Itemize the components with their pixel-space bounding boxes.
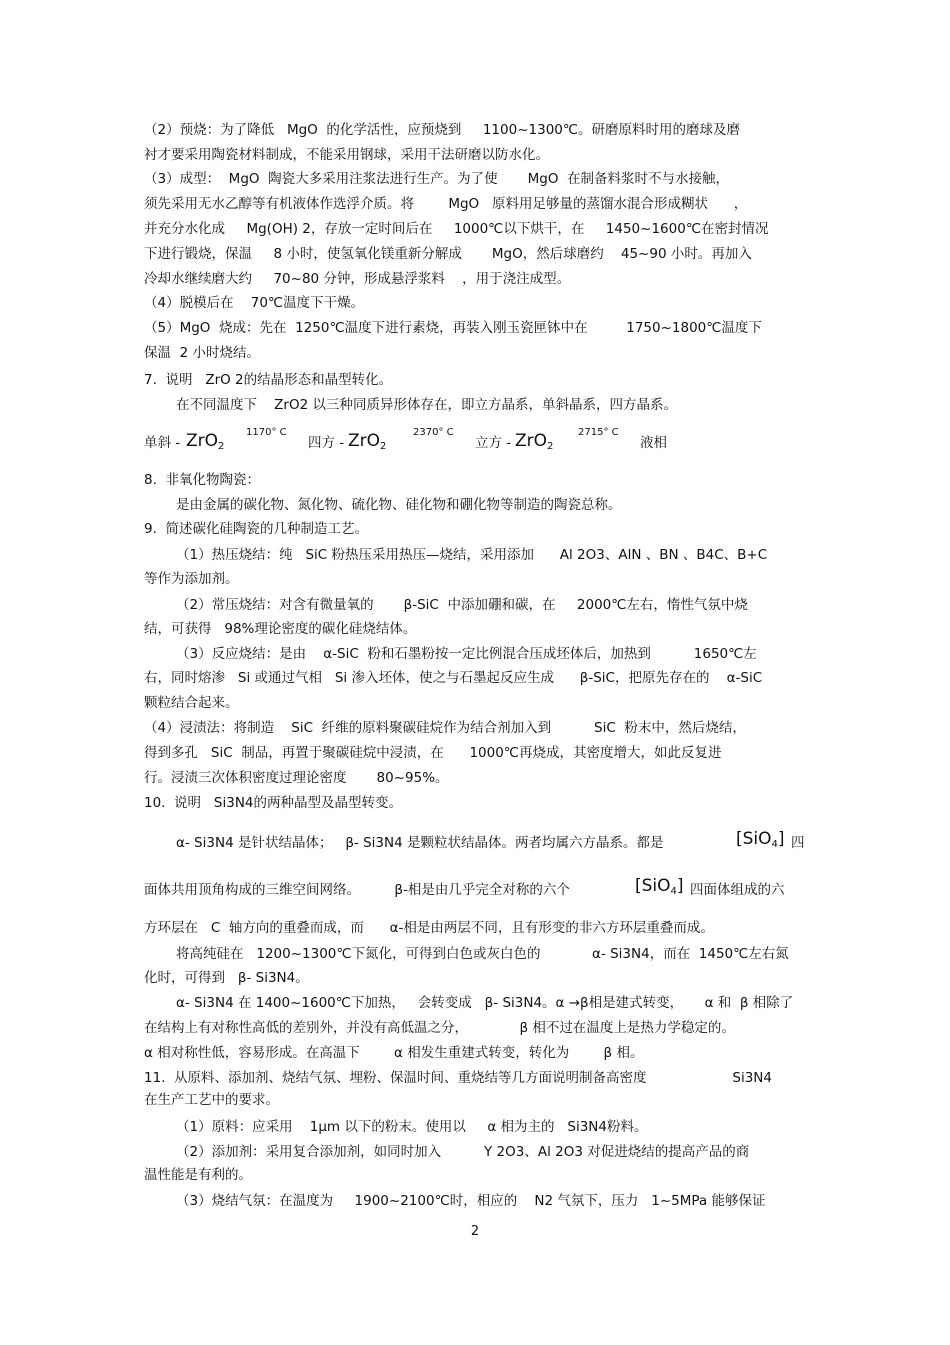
phase-label-tetragonal: 四方 - <box>308 435 345 451</box>
text-line: α- Si3N4 在 1400~1600℃下加热， 会转变成 β- Si3N4。α →β相是建式转变， α 和 β 相除了 <box>176 995 794 1011</box>
text-line: （5）MgO 烧成：先在 1250℃温度下进行素烧，再装入刚玉瓷匣钵中在 1750~1800℃温度下 <box>144 320 762 336</box>
text-line: 结，可获得 98%理论密度的碳化硅烧结体。 <box>144 621 417 637</box>
formula-zro2: ZrO$_2$ <box>186 431 225 452</box>
formula-zro2: ZrO$_2$ <box>348 431 387 452</box>
text-line: （3）反应烧结：是由 α-SiC 粉和石墨粉按一定比例混合压成坯体后，加热到 1650℃左 <box>176 646 757 662</box>
text-line: （2）添加剂：采用复合添加剂，如同时加入 Y 2O3、Al 2O3 对促进烧结的提高产品的商 <box>176 1144 750 1160</box>
text-line: （1）原料：应采用 1μm 以下的粉末。使用以 α 相为主的 Si3N4粉料。 <box>176 1119 648 1135</box>
text-line: 温性能是有利的。 <box>144 1167 252 1183</box>
phase-label-cubic: 立方 - <box>475 435 512 451</box>
text-line: 须先采用无水乙醇等有机液体作选浮介质。将 MgO 原料用足够量的蒸馏水混合形成糊状 ， <box>144 196 748 212</box>
text-line: α 相对称性低，容易形成。在高温下 α 相发生重建式转变，转化为 β 相。 <box>144 1045 644 1061</box>
text-line: 化时，可得到 β- Si3N4。 <box>144 970 309 986</box>
text-line: （3）烧结气氛：在温度为 1900~2100℃时，相应的 N2 气氛下，压力 1~5MPa 能够保证 <box>176 1193 766 1209</box>
text-line: 将高纯硅在 1200~1300℃下氮化，可得到白色或灰白色的 α- Si3N4，而在 1450℃左右氮 <box>176 946 789 962</box>
text-line: 右，同时熔渗 Si 或通过气相 Si 渗入坯体，使之与石墨起反应生成 β-SiC，把原先存在的 α-SiC <box>144 670 763 686</box>
text-line: 并充分水化成 Mg(OH) 2，存放一定时间后在 1000℃以下烘干，在 1450~1600℃在密封情况 <box>144 221 769 237</box>
text-line: 保温 2 小时烧结。 <box>144 345 260 361</box>
text-line: 得到多孔 SiC 制品，再置于聚碳硅烷中浸渍，在 1000℃再烧成，其密度增大，如此反复进 <box>144 745 722 761</box>
text-line: 下进行锻烧，保温 8 小时，使氢氧化镁重新分解成 MgO，然后球磨约 45~90 小时。再加入 <box>144 246 752 262</box>
question-heading: 8. 非氧化物陶瓷： <box>144 472 260 488</box>
text-line: 等作为添加剂。 <box>144 571 239 587</box>
text-line: （1）热压烧结：纯 SiC 粉热压采用热压—烧结，采用添加 Al 2O3、AlN 、BN 、B4C、B+C <box>176 547 768 563</box>
question-heading: 11. 从原料、添加剂、烧结气氛、埋粉、保温时间、重烧结等几方面说明制备高密度 Si3N4 <box>144 1070 772 1086</box>
phase-label-liquid: 液相 <box>640 435 667 451</box>
text-line: 在生产工艺中的要求。 <box>144 1092 279 1108</box>
text-line: 在不同温度下 ZrO2 以三种同质异形体存在，即立方晶系，单斜晶系，四方晶系。 <box>176 397 677 413</box>
text-line: 衬才要采用陶瓷材料制成，不能采用钢球，采用干法研磨以防水化。 <box>144 147 549 163</box>
question-heading: 10. 说明 Si3N4的两种晶型及晶型转变。 <box>144 795 403 811</box>
text-line: α- Si3N4 是针状结晶体； β- Si3N4 是颗粒状结晶体。两者均属六方晶系。都是 <box>176 835 664 851</box>
page-number: 2 <box>470 1224 480 1239</box>
text-line: （3）成型： MgO 陶瓷大多采用注浆法进行生产。为了使 MgO 在制备料浆时不与水接触， <box>144 171 730 187</box>
phase-label-monoclinic: 单斜 - <box>144 435 181 451</box>
question-heading: 9. 简述碳化硅陶瓷的几种制造工艺。 <box>144 521 368 537</box>
transition-temp-3: 2715° C <box>578 427 619 438</box>
transition-temp-1: 1170° C <box>246 427 287 438</box>
text-line: （2）预烧：为了降低 MgO 的化学活性，应预烧到 1100~1300℃。研磨原料时用的磨球及磨 <box>144 122 741 138</box>
text-line: 颗粒结合起来。 <box>144 695 239 711</box>
text-line: 冷却水继续磨大约 70~80 分钟，形成悬浮浆料 ，用于浇注成型。 <box>144 271 571 287</box>
formula-zro2: ZrO$_2$ <box>515 431 554 452</box>
question-heading: 7. 说明 ZrO 2的结晶形态和晶型转化。 <box>144 372 393 388</box>
formula-sio4: [SiO$_4$] <box>635 876 684 897</box>
text-line: （4）浸渍法：将制造 SiC 纤维的原料聚碳硅烷作为结合剂加入到 SiC 粉末中，然后烧结， <box>144 720 746 736</box>
text-line: （2）常压烧结：对含有微量氧的 β-SiC 中添加硼和碳，在 2000℃左右，惰性气氛中烧 <box>176 597 748 613</box>
text-fragment: 四 <box>791 835 805 851</box>
transition-temp-2: 2370° C <box>413 427 454 438</box>
text-fragment: 四面体组成的六 <box>690 882 785 898</box>
text-line: 在结构上有对称性高低的差别外，并没有高低温之分， β 相不过在温度上是热力学稳定的。 <box>144 1020 735 1036</box>
text-line: 是由金属的碳化物、氮化物、硫化物、硅化物和硼化物等制造的陶瓷总称。 <box>176 497 622 513</box>
text-line: 行。浸渍三次体积密度过理论密度 80~95%。 <box>144 770 449 786</box>
text-line: 方环层在 C 轴方向的重叠而成，而 α-相是由两层不同，且有形变的非六方环层重叠而成。 <box>144 920 714 936</box>
text-line: 面体共用顶角构成的三维空间网络。 β-相是由几乎完全对称的六个 <box>144 882 570 898</box>
formula-sio4: [SiO$_4$] <box>736 829 785 850</box>
text-line: （4）脱模后在 70℃温度下干燥。 <box>144 295 365 311</box>
